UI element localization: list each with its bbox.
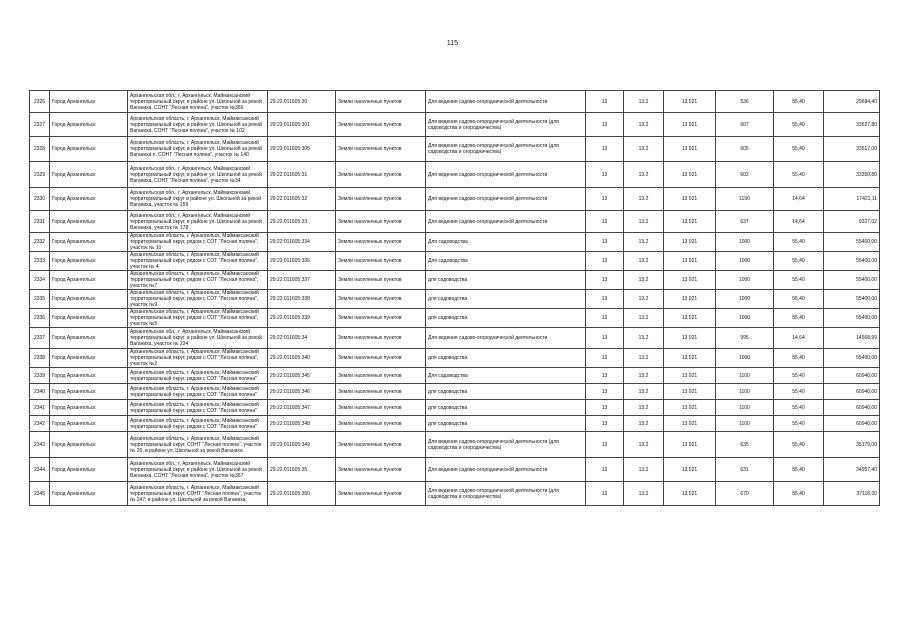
land-category-cell: Земли населенных пунктов	[336, 113, 426, 137]
permitted-use-cell: Для ведения садово-огороднической деятельности	[426, 211, 586, 233]
specific-value-cell: 55,40	[774, 271, 824, 290]
address-cell: Архангельская область, г. Архангельск, Маймаксанский территориальный округ, в районе ул. Школьной за рекой Ваганиха, СОНТ "Лесная поляна", участок № 102	[128, 113, 268, 137]
permitted-use-cell: Для ведения садово-огороднической деятельности (для садоводства и огородничества)	[426, 482, 586, 506]
group-code-cell: 13	[586, 91, 624, 113]
land-category-cell: Земли населенных пунктов	[336, 91, 426, 113]
cadastral-value-cell: 34957,40	[824, 458, 880, 482]
land-category-cell: Земли населенных пунктов	[336, 233, 426, 252]
page-number: 115	[446, 40, 459, 47]
cadastral-number-cell: 29:22:011605:350	[268, 482, 336, 506]
specific-value-cell: 55,40	[774, 400, 824, 416]
table-row	[30, 384, 880, 400]
cadastral-number-cell: 29:22:011605:33	[268, 211, 336, 233]
row-number-cell: 2331	[30, 211, 50, 233]
table-body	[30, 91, 880, 506]
group-code-cell: 13	[586, 162, 624, 188]
cadastral-value-cell: 55400,00	[824, 233, 880, 252]
permitted-use-cell: для садоводства	[426, 309, 586, 328]
cadastral-value-cell: 60940,00	[824, 368, 880, 384]
group-code-cell: 13	[586, 309, 624, 328]
subgroup-code-cell: 13.2	[624, 188, 664, 211]
cadastral-number-cell: 29:22:011605:301	[268, 113, 336, 137]
code-cell: 13 021	[664, 252, 716, 271]
subgroup-code-cell: 13.2	[624, 91, 664, 113]
cadastral-number-cell: 29:22:011605:347	[268, 400, 336, 416]
land-category-cell: Земли населенных пунктов	[336, 328, 426, 349]
row-number-cell: 2336	[30, 309, 50, 328]
code-cell: 13 021	[664, 188, 716, 211]
city-cell: Город Архангельск	[50, 162, 128, 188]
cadastral-value-cell: 9327,02	[824, 211, 880, 233]
group-code-cell: 13	[586, 416, 624, 432]
land-category-cell: Земли населенных пунктов	[336, 368, 426, 384]
address-cell: Архангельская обл., г. Архангельск, Маймаксанский территориальный округ, в районе ул. Школьной за рекой Ваганиха, СОНТ "Лесная поляна", участок №367	[128, 458, 268, 482]
land-category-cell: Земли населенных пунктов	[336, 482, 426, 506]
specific-value-cell: 55,40	[774, 432, 824, 458]
row-number-cell: 2338	[30, 349, 50, 368]
cadastral-value-table	[29, 90, 880, 506]
city-cell: Город Архангельск	[50, 368, 128, 384]
subgroup-code-cell: 13.2	[624, 233, 664, 252]
permitted-use-cell: Для садоводства	[426, 233, 586, 252]
cadastral-value-cell: 60940,00	[824, 384, 880, 400]
specific-value-cell: 55,40	[774, 349, 824, 368]
permitted-use-cell: для садоводства	[426, 271, 586, 290]
city-cell: Город Архангельск	[50, 309, 128, 328]
code-cell: 13 021	[664, 400, 716, 416]
table-row	[30, 458, 880, 482]
city-cell: Город Архангельск	[50, 349, 128, 368]
subgroup-code-cell: 13.2	[624, 349, 664, 368]
row-number-cell: 2329	[30, 162, 50, 188]
cadastral-value-cell: 55400,00	[824, 290, 880, 309]
permitted-use-cell: Для ведения садово-огороднической деятельности	[426, 91, 586, 113]
row-number-cell: 2342	[30, 416, 50, 432]
table-row	[30, 400, 880, 416]
address-cell: Архангельская область, г. Архангельск, Маймаксанский территориальный округ, рядом с СОТ "Лесная поляна", участок №2	[128, 349, 268, 368]
city-cell: Город Архангельск	[50, 400, 128, 416]
area-cell: 1100	[716, 400, 774, 416]
address-cell: Архангельская обл., г. Архангельск, Маймаксанский территориальный округ, в районе ул. Школьной за рекой Ваганиха, участок № 178	[128, 211, 268, 233]
code-cell: 13 021	[664, 458, 716, 482]
address-cell: Архангельская область, г. Архангельск, Маймаксанский территориальный округ, рядом с СОТ "Лесная поляна", участок № 4	[128, 252, 268, 271]
table-row	[30, 271, 880, 290]
land-category-cell: Земли населенных пунктов	[336, 349, 426, 368]
land-category-cell: Земли населенных пунктов	[336, 252, 426, 271]
code-cell: 13 021	[664, 162, 716, 188]
cadastral-number-cell: 29:22:011605:334	[268, 233, 336, 252]
land-category-cell: Земли населенных пунктов	[336, 290, 426, 309]
row-number-cell: 2327	[30, 113, 50, 137]
group-code-cell: 13	[586, 482, 624, 506]
subgroup-code-cell: 13.2	[624, 290, 664, 309]
subgroup-code-cell: 13.2	[624, 162, 664, 188]
code-cell: 13 021	[664, 482, 716, 506]
cadastral-value-cell: 55400,00	[824, 349, 880, 368]
group-code-cell: 13	[586, 328, 624, 349]
land-category-cell: Земли населенных пунктов	[336, 384, 426, 400]
subgroup-code-cell: 13.2	[624, 271, 664, 290]
table-row	[30, 211, 880, 233]
cadastral-number-cell: 29:22:011605:305	[268, 137, 336, 162]
city-cell: Город Архангельск	[50, 233, 128, 252]
cadastral-value-cell: 35179,00	[824, 432, 880, 458]
row-number-cell: 2328	[30, 137, 50, 162]
cadastral-number-cell: 29:22:011605:336	[268, 252, 336, 271]
specific-value-cell: 55,40	[774, 368, 824, 384]
cadastral-value-cell: 33627,80	[824, 113, 880, 137]
row-number-cell: 2343	[30, 432, 50, 458]
group-code-cell: 13	[586, 432, 624, 458]
city-cell: Город Архангельск	[50, 113, 128, 137]
group-code-cell: 13	[586, 137, 624, 162]
address-cell: Архангельская область, г. Архангельск, Маймаксанский территориальный округ, рядом с СОТ "Лесная поляна"	[128, 384, 268, 400]
cadastral-value-cell: 55400,00	[824, 309, 880, 328]
address-cell: Архангельская обл., г. Архангельск, Маймаксанский территориальный округ, в районе ул. Школьной за рекой Ваганиха, СОНТ "Лесная поляна", участок №366	[128, 91, 268, 113]
city-cell: Город Архангельск	[50, 252, 128, 271]
specific-value-cell: 55,40	[774, 162, 824, 188]
cadastral-number-cell: 29:22:011605:35	[268, 458, 336, 482]
table-row	[30, 91, 880, 113]
specific-value-cell: 55,40	[774, 233, 824, 252]
permitted-use-cell: Для ведения садово-огороднической деятельности (для садоводства и огородничества)	[426, 432, 586, 458]
address-cell: Архангельская область, г. Архангельск, Маймаксанский территориальный округ, рядом с СОТ "Лесная поляна"	[128, 368, 268, 384]
specific-value-cell: 55,40	[774, 309, 824, 328]
group-code-cell: 13	[586, 458, 624, 482]
area-cell: 1000	[716, 271, 774, 290]
subgroup-code-cell: 13.2	[624, 309, 664, 328]
code-cell: 13 021	[664, 290, 716, 309]
subgroup-code-cell: 13.2	[624, 458, 664, 482]
area-cell: 670	[716, 482, 774, 506]
code-cell: 13 021	[664, 233, 716, 252]
subgroup-code-cell: 13.2	[624, 252, 664, 271]
city-cell: Город Архангельск	[50, 290, 128, 309]
specific-value-cell: 55,40	[774, 416, 824, 432]
cadastral-value-cell: 60940,00	[824, 400, 880, 416]
specific-value-cell: 55,40	[774, 482, 824, 506]
land-category-cell: Земли населенных пунктов	[336, 188, 426, 211]
code-cell: 13 021	[664, 309, 716, 328]
row-number-cell: 2330	[30, 188, 50, 211]
land-category-cell: Земли населенных пунктов	[336, 162, 426, 188]
specific-value-cell: 55,40	[774, 252, 824, 271]
row-number-cell: 2345	[30, 482, 50, 506]
group-code-cell: 13	[586, 384, 624, 400]
address-cell: Архангельская область, г. Архангельск, Маймаксанский территориальный округ, рядом с СОТ "Лесная поляна", участок №5	[128, 309, 268, 328]
row-number-cell: 2337	[30, 328, 50, 349]
table-row	[30, 482, 880, 506]
area-cell: 602	[716, 162, 774, 188]
city-cell: Город Архангельск	[50, 458, 128, 482]
cadastral-number-cell: 29:22:011605:340	[268, 349, 336, 368]
city-cell: Город Архангельск	[50, 271, 128, 290]
city-cell: Город Архангельск	[50, 137, 128, 162]
specific-value-cell: 14,64	[774, 328, 824, 349]
row-number-cell: 2344	[30, 458, 50, 482]
area-cell: 1000	[716, 309, 774, 328]
table-row	[30, 328, 880, 349]
cadastral-number-cell: 29:22:011605:349	[268, 432, 336, 458]
table-row	[30, 368, 880, 384]
specific-value-cell: 55,40	[774, 290, 824, 309]
cadastral-value-cell: 33350,80	[824, 162, 880, 188]
group-code-cell: 13	[586, 252, 624, 271]
code-cell: 13 021	[664, 349, 716, 368]
group-code-cell: 13	[586, 349, 624, 368]
subgroup-code-cell: 13.2	[624, 416, 664, 432]
group-code-cell: 13	[586, 271, 624, 290]
cadastral-value-cell: 55400,00	[824, 271, 880, 290]
land-category-cell: Земли населенных пунктов	[336, 211, 426, 233]
area-cell: 607	[716, 113, 774, 137]
permitted-use-cell: для садоводства	[426, 349, 586, 368]
row-number-cell: 2340	[30, 384, 50, 400]
row-number-cell: 2335	[30, 290, 50, 309]
specific-value-cell: 55,40	[774, 137, 824, 162]
permitted-use-cell: Для ведения садово-огороднической деятельности	[426, 188, 586, 211]
row-number-cell: 2341	[30, 400, 50, 416]
row-number-cell: 2334	[30, 271, 50, 290]
permitted-use-cell: для садоводства	[426, 384, 586, 400]
subgroup-code-cell: 13.2	[624, 137, 664, 162]
city-cell: Город Архангельск	[50, 432, 128, 458]
area-cell: 1100	[716, 384, 774, 400]
city-cell: Город Архангельск	[50, 384, 128, 400]
code-cell: 13 021	[664, 113, 716, 137]
specific-value-cell: 55,40	[774, 113, 824, 137]
permitted-use-cell: для садоводства	[426, 416, 586, 432]
area-cell: 995	[716, 328, 774, 349]
group-code-cell: 13	[586, 368, 624, 384]
table-row	[30, 432, 880, 458]
permitted-use-cell: Для садоводства	[426, 252, 586, 271]
permitted-use-cell: для садоводства	[426, 400, 586, 416]
address-cell: Архангельская область, г. Архангельск, Маймаксанский территориальный округ, рядом с СОТ "Лесная поляна", участок №7	[128, 271, 268, 290]
table-row	[30, 290, 880, 309]
land-category-cell: Земли населенных пунктов	[336, 432, 426, 458]
row-number-cell: 2332	[30, 233, 50, 252]
specific-value-cell: 14,64	[774, 188, 824, 211]
area-cell: 631	[716, 458, 774, 482]
city-cell: Город Архангельск	[50, 416, 128, 432]
code-cell: 13 021	[664, 384, 716, 400]
permitted-use-cell: Для ведения садово-огороднической деятельности (для садоводства и огородничества)	[426, 137, 586, 162]
address-cell: Архангельская обл., г. Архангельск, Маймаксанский территориальный округ, в районе ул. Школьной за рекой Ваганиха, СОНТ "Лесная поляна", участок №34	[128, 162, 268, 188]
area-cell: 635	[716, 432, 774, 458]
subgroup-code-cell: 13.2	[624, 482, 664, 506]
permitted-use-cell: Для ведения садово-огороднической деятельности	[426, 162, 586, 188]
table-row	[30, 416, 880, 432]
address-cell: Архангельская область, г. Архангельск, Маймаксанский территориальный округ, рядом с СОТ "Лесная поляна"	[128, 400, 268, 416]
code-cell: 13 021	[664, 91, 716, 113]
cadastral-number-cell: 29:22:011605:34	[268, 328, 336, 349]
cadastral-value-cell: 14568,99	[824, 328, 880, 349]
area-cell: 1000	[716, 290, 774, 309]
subgroup-code-cell: 13.2	[624, 113, 664, 137]
land-category-cell: Земли населенных пунктов	[336, 416, 426, 432]
area-cell: 605	[716, 137, 774, 162]
cadastral-value-cell: 17421,11	[824, 188, 880, 211]
group-code-cell: 13	[586, 113, 624, 137]
address-cell: Архангельская область, г. Архангельск, Маймаксанский территориальный округ, СОНТ "Лесная поляна", участок № 247, в районе ул. Школьной за рекой Ваганиха	[128, 482, 268, 506]
cadastral-number-cell: 29:22:011605:31	[268, 162, 336, 188]
code-cell: 13 021	[664, 271, 716, 290]
cadastral-number-cell: 29:22:011605:348	[268, 416, 336, 432]
area-cell: 1000	[716, 252, 774, 271]
permitted-use-cell: Для садоводства	[426, 368, 586, 384]
specific-value-cell: 55,40	[774, 384, 824, 400]
code-cell: 13 021	[664, 328, 716, 349]
subgroup-code-cell: 13.2	[624, 211, 664, 233]
row-number-cell: 2326	[30, 91, 50, 113]
area-cell: 536	[716, 91, 774, 113]
code-cell: 13 021	[664, 137, 716, 162]
land-category-cell: Земли населенных пунктов	[336, 137, 426, 162]
address-cell: Архангельская обл., г. Архангельск, Маймаксанский территориальный округ, в районе ул. Школьной за рекой Ваганиха, участок № 234	[128, 328, 268, 349]
permitted-use-cell: для садоводства	[426, 290, 586, 309]
cadastral-value-cell: 55400,00	[824, 252, 880, 271]
permitted-use-cell: Для ведения садово-огороднической деятельности (для садоводства и огородничества)	[426, 113, 586, 137]
row-number-cell: 2333	[30, 252, 50, 271]
table-row	[30, 162, 880, 188]
land-category-cell: Земли населенных пунктов	[336, 271, 426, 290]
subgroup-code-cell: 13.2	[624, 328, 664, 349]
code-cell: 13 021	[664, 416, 716, 432]
cadastral-number-cell: 29:22:011605:345	[268, 368, 336, 384]
cadastral-number-cell: 29:22:011605:30	[268, 91, 336, 113]
table-row	[30, 233, 880, 252]
group-code-cell: 13	[586, 188, 624, 211]
permitted-use-cell: Для ведения садово-огороднической деятельности	[426, 458, 586, 482]
address-cell: Архангельская область, г. Архангельск, Маймаксанский территориальный округ, рядом с СОТ "Лесная поляна", участок № 10	[128, 233, 268, 252]
area-cell: 1000	[716, 233, 774, 252]
cadastral-value-cell: 60940,00	[824, 416, 880, 432]
table-row	[30, 309, 880, 328]
area-cell: 1000	[716, 349, 774, 368]
address-cell: Архангельская область, г. Архангельск, Маймаксанский территориальный округ, рядом с СОТ "Лесная поляна"	[128, 416, 268, 432]
specific-value-cell: 14,64	[774, 211, 824, 233]
cadastral-number-cell: 29:22:011605:32	[268, 188, 336, 211]
specific-value-cell: 55,40	[774, 458, 824, 482]
subgroup-code-cell: 13.2	[624, 384, 664, 400]
group-code-cell: 13	[586, 211, 624, 233]
group-code-cell: 13	[586, 290, 624, 309]
area-cell: 1190	[716, 188, 774, 211]
subgroup-code-cell: 13.2	[624, 432, 664, 458]
land-category-cell: Земли населенных пунктов	[336, 309, 426, 328]
cadastral-value-cell: 29694,40	[824, 91, 880, 113]
cadastral-number-cell: 29:22:011605:337	[268, 271, 336, 290]
cadastral-number-cell: 29:22:011605:346	[268, 384, 336, 400]
area-cell: 1100	[716, 416, 774, 432]
city-cell: Город Архангельск	[50, 211, 128, 233]
city-cell: Город Архангельск	[50, 188, 128, 211]
code-cell: 13 021	[664, 432, 716, 458]
address-cell: Архангельская область, г. Архангельск, Маймаксанский территориальный округ, СОНТ "Лесная поляна", участок № 26, в районе ул. Школьной за рекой Ваганиха	[128, 432, 268, 458]
table-row	[30, 188, 880, 211]
city-cell: Город Архангельск	[50, 482, 128, 506]
subgroup-code-cell: 13.2	[624, 400, 664, 416]
table-row	[30, 349, 880, 368]
group-code-cell: 13	[586, 233, 624, 252]
table-row	[30, 113, 880, 137]
address-cell: Архангельская область, г. Архангельск, Маймаксанский территориальный округ, рядом с СОТ "Лесная поляна", участок №9	[128, 290, 268, 309]
table-row	[30, 252, 880, 271]
land-category-cell: Земли населенных пунктов	[336, 458, 426, 482]
group-code-cell: 13	[586, 400, 624, 416]
cadastral-value-cell: 37118,00	[824, 482, 880, 506]
cadastral-value-cell: 33517,00	[824, 137, 880, 162]
area-cell: 637	[716, 211, 774, 233]
specific-value-cell: 55,40	[774, 91, 824, 113]
address-cell: Архангельская область, г. Архангельск, Маймаксанский территориальный округ, в районе ул. Школьной за рекой Ваганиха п. СОНТ "Лесная поляна", участок № 140	[128, 137, 268, 162]
subgroup-code-cell: 13.2	[624, 368, 664, 384]
address-cell: Архангельская обл., г. Архангельск, Маймаксанский территориальный округ в районе ул. Школьной за рекой Ваганиха, участок № 159	[128, 188, 268, 211]
city-cell: Город Архангельск	[50, 328, 128, 349]
city-cell: Город Архангельск	[50, 91, 128, 113]
permitted-use-cell: Для ведения садово-огороднической деятельности	[426, 328, 586, 349]
land-category-cell: Земли населенных пунктов	[336, 400, 426, 416]
cadastral-number-cell: 29:22:011605:339	[268, 309, 336, 328]
table-row	[30, 137, 880, 162]
code-cell: 13 021	[664, 368, 716, 384]
cadastral-number-cell: 29:22:011605:338	[268, 290, 336, 309]
area-cell: 1100	[716, 368, 774, 384]
row-number-cell: 2339	[30, 368, 50, 384]
code-cell: 13 021	[664, 211, 716, 233]
